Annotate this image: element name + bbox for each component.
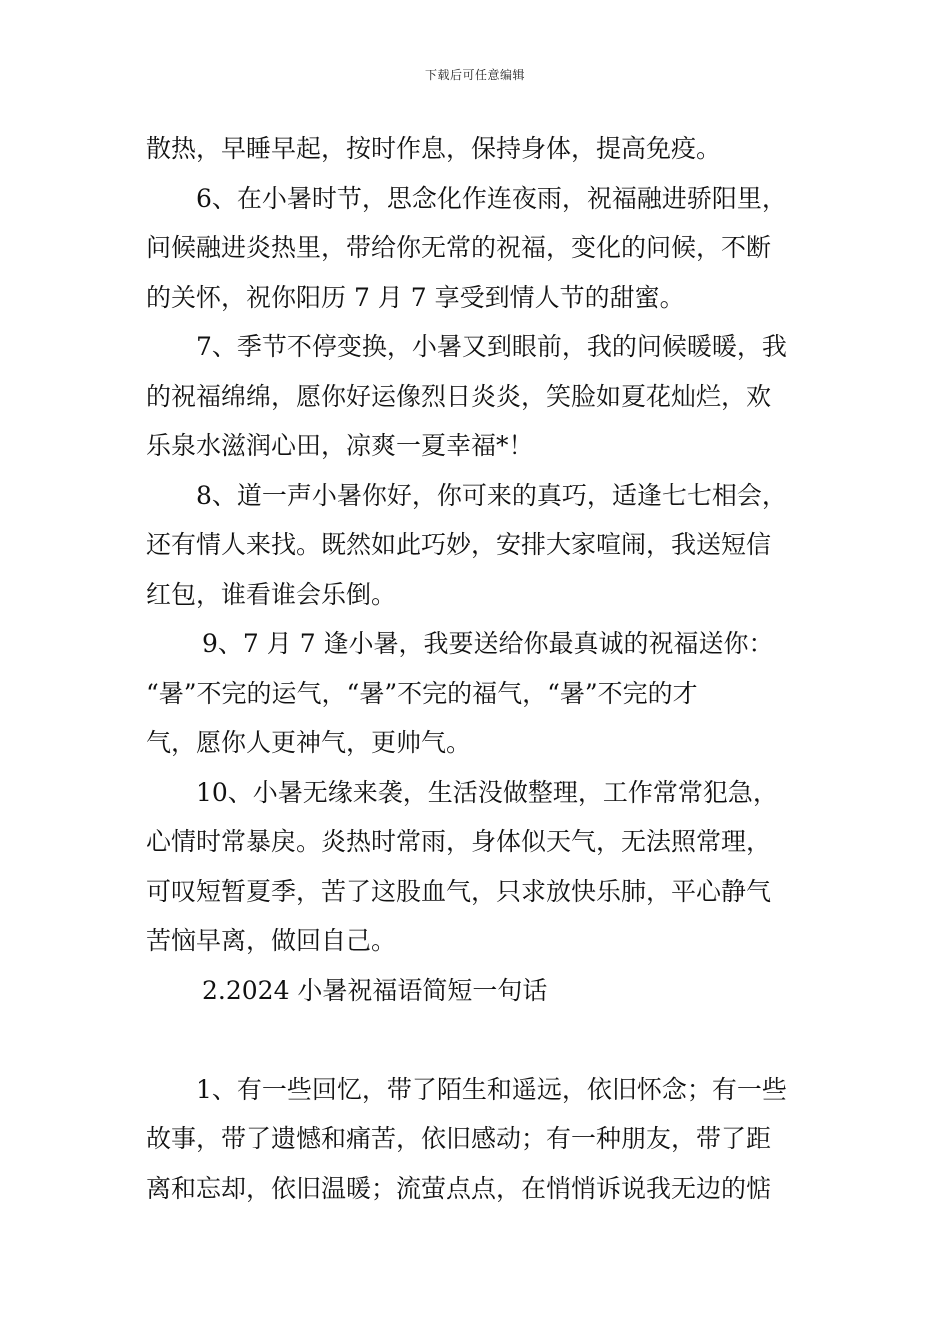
text-line: 乐泉水滋润心田，凉爽一夏幸福*！ (146, 431, 534, 460)
blank-spacer (146, 1019, 816, 1069)
text-line: 故事，带了遗憾和痛苦，依旧感动；有一种朋友，带了距 (146, 1124, 772, 1153)
text-line: 心情时常暴戾。炎热时常雨，身体似天气，无法照常理， (146, 827, 772, 856)
paragraph-7-line: 7、季节不停变换，小暑又到眼前，我的问候暖暖，我 (196, 332, 787, 361)
text-line: 气，愿你人更神气，更帅气。 (146, 728, 472, 757)
text-line: 的祝福绵绵，愿你好运像烈日炎炎，笑脸如夏花灿烂，欢 (146, 381, 772, 411)
text-line: 问候融进炎热里，带给你无常的祝福，变化的问候，不断 (146, 233, 772, 262)
text-line: 可叹短暂夏季，苦了这股血气，只求放快乐肺，平心静气 (146, 876, 772, 906)
paragraph-8-line: 8、道一声小暑你好，你可来的真巧，适逢七七相会， (196, 480, 787, 510)
text-line: 散热，早睡早起，按时作息，保持身体，提高免疫。 (146, 134, 722, 163)
text-line: 离和忘却，依旧温暖；流萤点点，在悄悄诉说我无边的惦 (146, 1173, 772, 1203)
paragraph-1-line: 1、有一些回忆，带了陌生和遥远，依旧怀念；有一些 (196, 1074, 787, 1104)
paragraph-10-line: 10、小暑无缘来袭，生活没做整理，工作常常犯急， (196, 777, 778, 807)
text-line: “暑”不完的运气，“暑”不完的福气，“暑”不完的才 (146, 678, 698, 708)
text-line: 红包，谁看谁会乐倒。 (146, 579, 397, 609)
paragraph-6-line: 6、在小暑时节，思念化作连夜雨，祝福融进骄阳里， (196, 183, 787, 213)
text-line: 还有情人来找。既然如此巧妙，安排大家喧闹，我送短信 (146, 530, 772, 559)
page-header: 下载后可任意编辑 (424, 68, 525, 82)
paragraph-9-line: 9、7 月 7 逢小暑，我要送给你最真诚的祝福送你： (202, 629, 774, 658)
text-line: 苦恼早离，做回自己。 (146, 926, 397, 955)
section-heading: 2.2024 小暑祝福语简短一句话 (202, 975, 548, 1005)
text-line: 的关怀，祝你阳历 7 月 7 享受到情人节的甜蜜。 (146, 282, 685, 312)
document-body (146, 128, 816, 1217)
